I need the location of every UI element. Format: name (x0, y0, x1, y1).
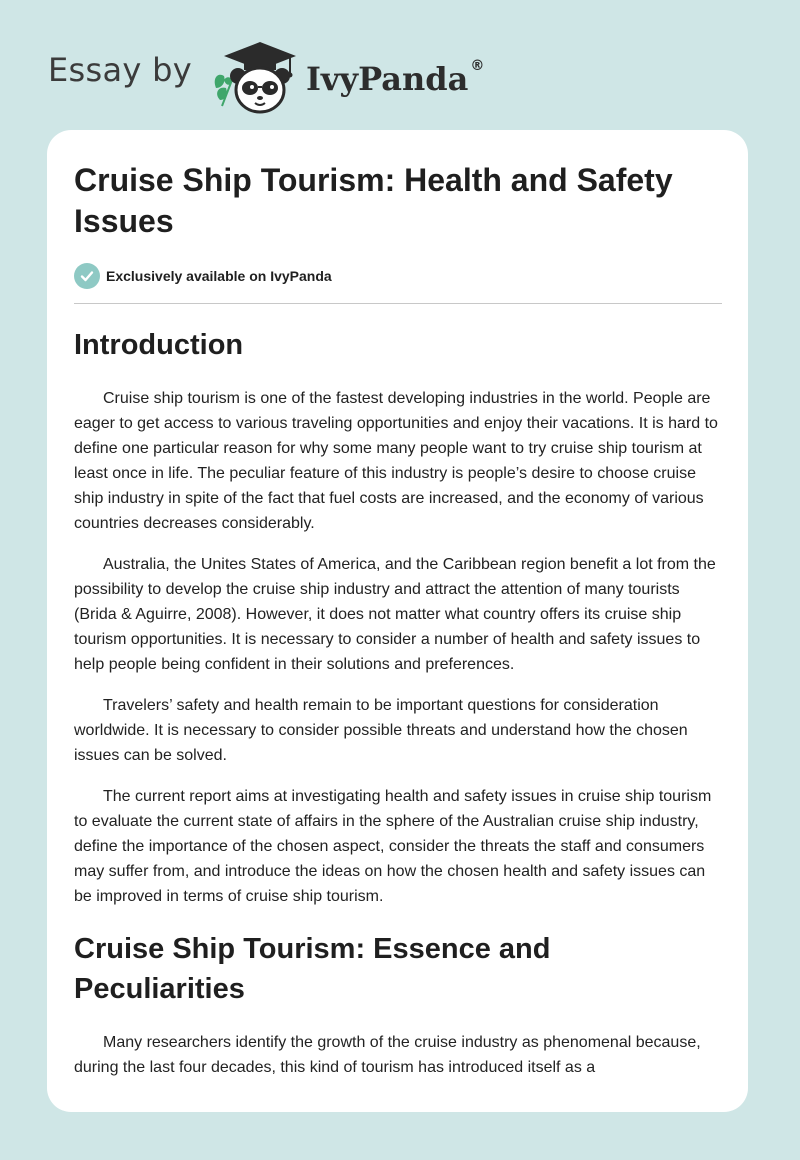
site-header (48, 36, 548, 116)
check-icon (74, 263, 100, 289)
section-heading-introduction: Introduction (74, 329, 244, 361)
divider (74, 303, 722, 304)
paragraph: The current report aims at investigating health and safety issues in cruise ship tourism to evaluate the current state of affairs in the sphere of the Australian cruise ship industry, define the importance of the chosen aspect, consider the threats the staff and consumers may suffer from, and introduce the ideas on how the chosen health and safety issues can be improved in terms of cruise ship tourism. (74, 788, 712, 905)
paragraph: Many researchers identify the growth of the cruise industry as phenomenal because, during the last four decades, this kind of tourism has introduced itself as a (74, 1034, 701, 1076)
essay-title: Cruise Ship Tourism: Health and Safety Issues (74, 162, 673, 239)
paragraph: Australia, the Unites States of America, and the Caribbean region benefit a lot from the possibility to develop the cruise ship industry and attract the attention of many tourists (Brida & Aguirre, 2008). However, it does not matter what country offers its cruise ship tourism opportunities. It is necessary to consider a number of health and safety issues to help people being confident in their solutions and preferences. (74, 556, 716, 673)
exclusive-badge (74, 262, 724, 290)
registered-mark: ® (470, 58, 485, 74)
essay-card (47, 130, 748, 1112)
brand-logo-text[interactable] (306, 60, 484, 98)
exclusive-text: Exclusively available on IvyPanda (106, 268, 332, 284)
essay-by-label: Essay by (48, 51, 192, 89)
paragraph: Cruise ship tourism is one of the fastest developing industries in the world. People are eager to get access to various traveling opportunities and enjoy their vacations. It is hard to define one particular reason for why some many people want to try cruise ship tourism at least once in life. The peculiar feature of this industry is people’s desire to choose cruise ship industry in spite of the fact that fuel costs are increased, and the economy of various countries decreases considerably. (74, 390, 718, 532)
panda-logo-icon[interactable] (210, 36, 300, 116)
paragraph: Travelers’ safety and health remain to be important questions for consideration worldwide. It is necessary to consider possible threats and understand how the chosen issues can be solved. (74, 697, 688, 764)
brand-name: IvyPanda (305, 60, 469, 98)
section-heading-essence: Cruise Ship Tourism: Essence and Peculiarities (74, 933, 551, 1005)
essay-content (74, 160, 724, 1080)
